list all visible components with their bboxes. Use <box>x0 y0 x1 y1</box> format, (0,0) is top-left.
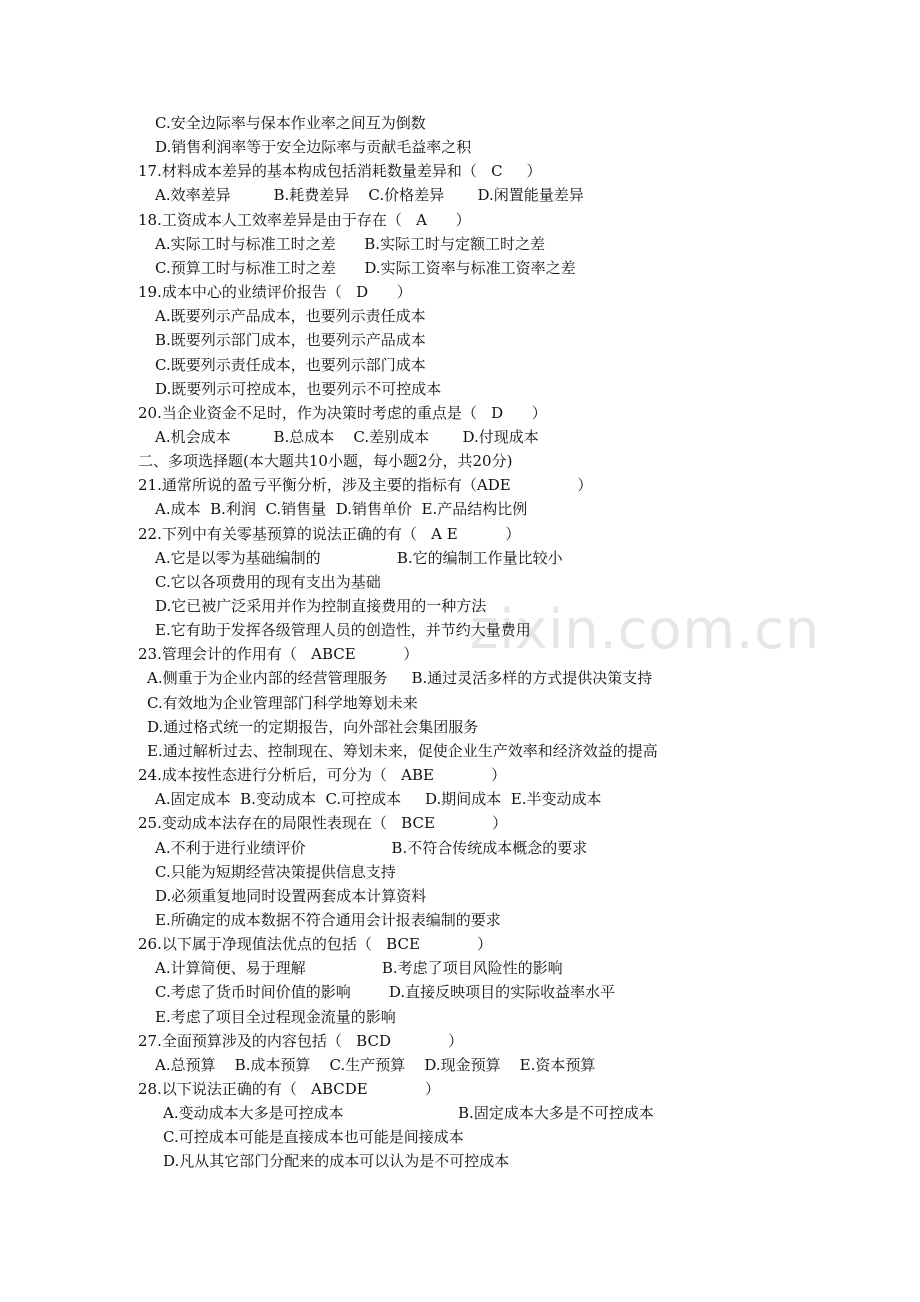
text-line: C.既要列示责任成本，也要列示部门成本 <box>155 356 426 374</box>
text-line: 26.以下属于净现值法优点的包括（ BCE ） <box>138 935 493 953</box>
text-line: D.凡从其它部门分配来的成本可以认为是不可控成本 <box>163 1152 510 1170</box>
text-line: A.计算简便、易于理解 B.考虑了项目风险性的影响 <box>155 959 563 977</box>
text-line: C.可控成本可能是直接成本也可能是间接成本 <box>163 1128 464 1146</box>
text-line: A.侧重于为企业内部的经营管理服务 B.通过灵活多样的方式提供决策支持 <box>147 669 653 687</box>
text-line: C.只能为短期经营决策提供信息支持 <box>155 863 396 881</box>
text-line: C.它以各项费用的现有支出为基础 <box>155 573 381 591</box>
text-line: 24.成本按性态进行分析后，可分为（ ABE ） <box>138 766 507 784</box>
text-line: 22.下列中有关零基预算的说法正确的有（ A E ） <box>138 525 521 543</box>
text-line: A.不利于进行业绩评价 B.不符合传统成本概念的要求 <box>155 839 588 857</box>
text-line: C.预算工时与标准工时之差 D.实际工资率与标准工资率之差 <box>155 259 576 277</box>
text-line: 25.变动成本法存在的局限性表现在（ BCE ） <box>138 814 508 832</box>
text-line: 19.成本中心的业绩评价报告（ D ） <box>138 283 412 301</box>
text-line: B.既要列示部门成本，也要列示产品成本 <box>155 331 426 349</box>
text-line: 17.材料成本差异的基本构成包括消耗数量差异和（ C ） <box>138 162 542 180</box>
text-line: A.既要列示产品成本，也要列示责任成本 <box>155 307 426 325</box>
text-line: 21.通常所说的盈亏平衡分析，涉及主要的指标有（ADE ） <box>138 476 593 494</box>
text-line: C.有效地为企业管理部门科学地筹划未来 <box>147 694 418 712</box>
text-line: E.它有助于发挥各级管理人员的创造性，并节约大量费用 <box>155 621 531 639</box>
text-line: 18.工资成本人工效率差异是由于存在（ A ） <box>138 211 471 229</box>
text-line: D.销售利润率等于安全边际率与贡献毛益率之积 <box>155 138 472 156</box>
text-line: D.必须重复地同时设置两套成本计算资料 <box>155 887 427 905</box>
text-line: A.机会成本 B.总成本 C.差别成本 D.付现成本 <box>155 428 539 446</box>
text-line: A.实际工时与标准工时之差 B.实际工时与定额工时之差 <box>155 235 546 253</box>
text-line: C.安全边际率与保本作业率之间互为倒数 <box>155 114 426 132</box>
text-line: E.所确定的成本数据不符合通用会计报表编制的要求 <box>155 911 501 929</box>
watermark: zixin.com.cn <box>470 598 821 661</box>
text-line: D.它已被广泛采用并作为控制直接费用的一种方法 <box>155 597 487 615</box>
text-line: 二、多项选择题(本大题共10小题，每小题2分，共20分) <box>138 452 513 470</box>
text-line: D.既要列示可控成本，也要列示不可控成本 <box>155 380 442 398</box>
text-line: E.通过解析过去、控制现在、筹划未来，促使企业生产效率和经济效益的提高 <box>147 742 658 760</box>
text-line: A.效率差异 B.耗费差异 C.价格差异 D.闲置能量差异 <box>155 186 584 204</box>
text-line: A.变动成本大多是可控成本 B.固定成本大多是不可控成本 <box>163 1104 654 1122</box>
text-line: A.固定成本 B.变动成本 C.可控成本 D.期间成本 E.半变动成本 <box>155 790 602 808</box>
text-line: D.通过格式统一的定期报告，向外部社会集团服务 <box>147 718 479 736</box>
text-line: A.成本 B.利润 C.销售量 D.销售单价 E.产品结构比例 <box>155 500 528 518</box>
text-line: C.考虑了货币时间价值的影响 D.直接反映项目的实际收益率水平 <box>155 983 616 1001</box>
text-line: 27.全面预算涉及的内容包括（ BCD ） <box>138 1032 464 1050</box>
text-line: A.它是以零为基础编制的 B.它的编制工作量比较小 <box>155 549 563 567</box>
text-line: 28.以下说法正确的有（ ABCDE ） <box>138 1080 440 1098</box>
text-line: A.总预算 B.成本预算 C.生产预算 D.现金预算 E.资本预算 <box>155 1056 596 1074</box>
text-line: 23.管理会计的作用有（ ABCE ） <box>138 645 419 663</box>
text-line: 20.当企业资金不足时，作为决策时考虑的重点是（ D ） <box>138 404 547 422</box>
text-line: E.考虑了项目全过程现金流量的影响 <box>155 1008 396 1026</box>
